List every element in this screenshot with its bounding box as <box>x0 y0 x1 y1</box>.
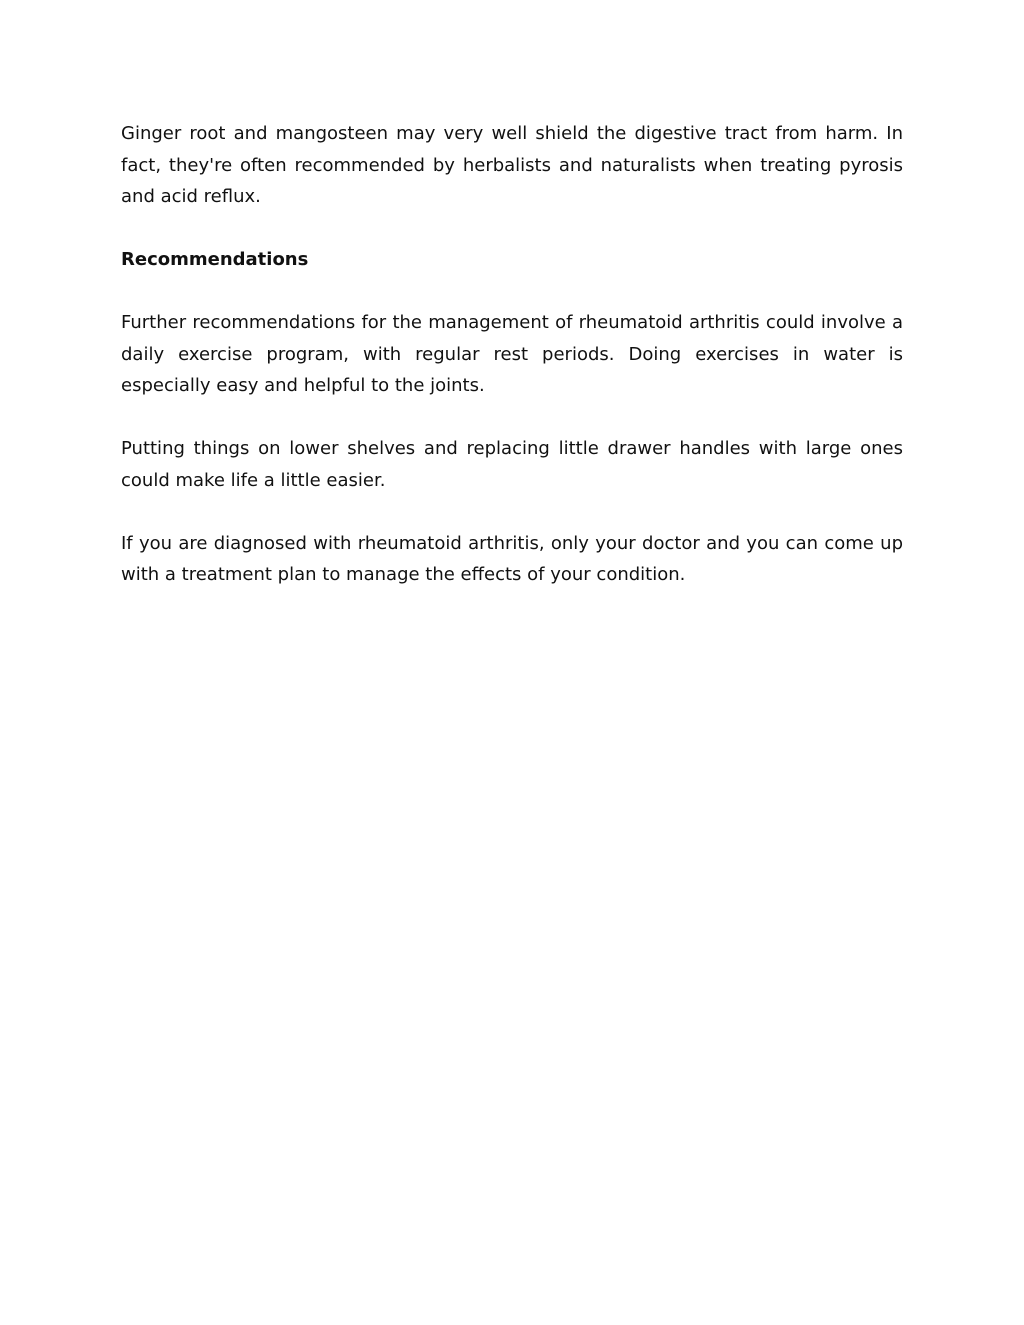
paragraph-ginger-mangosteen: Ginger root and mangosteen may very well shield the digestive tract from harm. In fact, they're often recommended by herbalists and naturalists when treating pyrosis and acid reflux. <box>121 123 903 207</box>
section-heading-recommendations: Recommendations <box>121 249 309 270</box>
paragraph-exercise-program: Further recommendations for the management of rheumatoid arthritis could involve a daily exercise program, with regular rest periods. Doing exercises in water is especially easy and helpful to the joints. <box>121 312 903 396</box>
paragraph-treatment-plan: If you are diagnosed with rheumatoid arthritis, only your doctor and you can come up with a treatment plan to manage the effects of your condition. <box>121 532 903 585</box>
paragraph-lower-shelves: Putting things on lower shelves and replacing little drawer handles with large ones could make life a little easier. <box>121 438 903 491</box>
document-body <box>121 118 903 622</box>
